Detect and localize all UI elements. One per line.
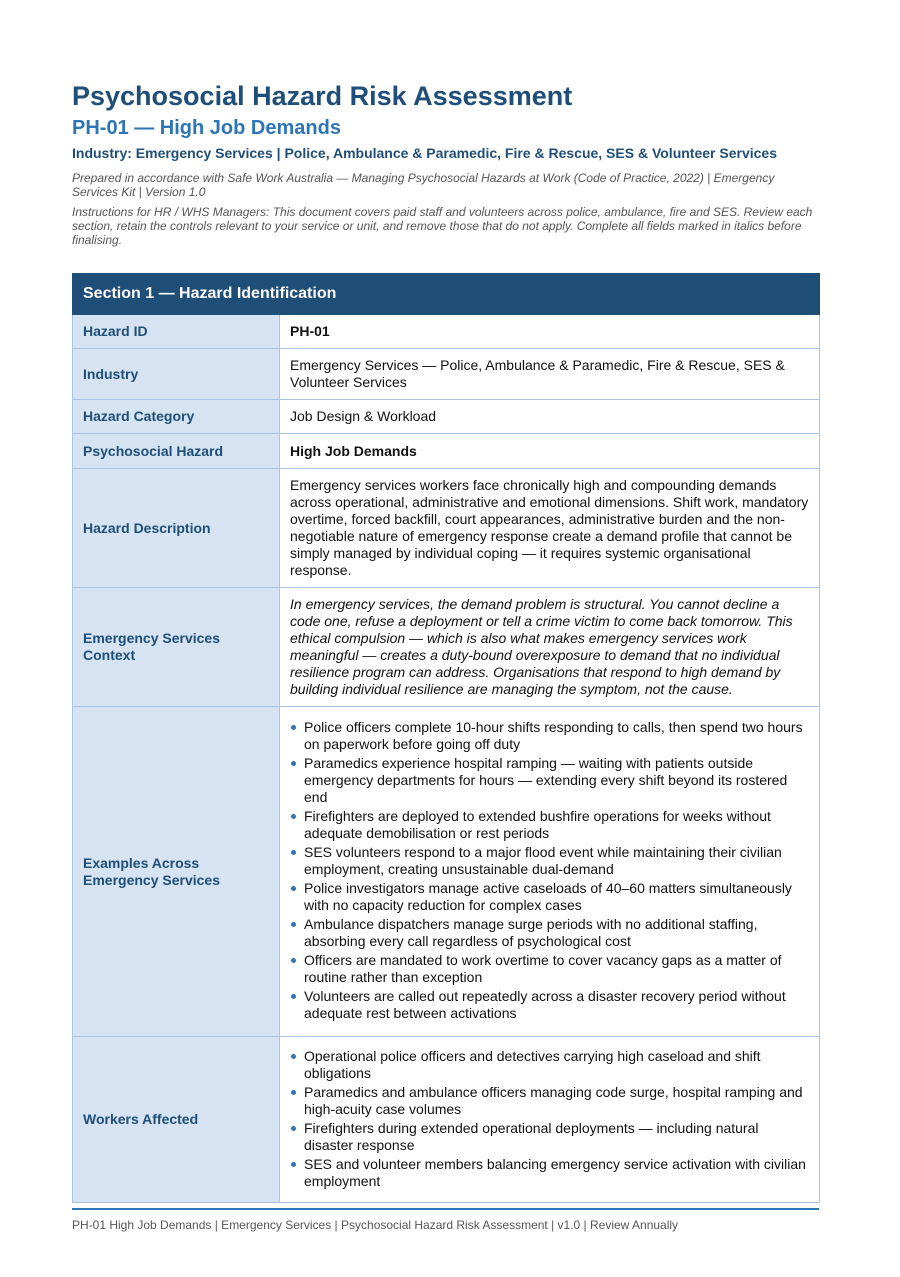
label-industry: Industry (73, 349, 280, 400)
hazard-subtitle: PH-01 — High Job Demands (72, 117, 341, 139)
value-psychosocial-hazard: High Job Demands (280, 434, 820, 469)
industry-line: Industry: Emergency Services | Police, Ambulance & Paramedic, Fire & Rescue, SES & Volunteer Services (72, 145, 777, 161)
workers-list (290, 1048, 809, 1190)
value-industry: Emergency Services — Police, Ambulance & Paramedic, Fire & Rescue, SES & Volunteer Services (280, 349, 820, 400)
document-title: Psychosocial Hazard Risk Assessment (72, 81, 573, 111)
value-hazard-category: Job Design & Workload (280, 400, 820, 434)
list-item: SES and volunteer members balancing emergency service activation with civilian employment (290, 1156, 809, 1190)
label-psychosocial-hazard: Psychosocial Hazard (73, 434, 280, 469)
label-hazard-id: Hazard ID (73, 315, 280, 349)
row-examples (73, 707, 820, 1037)
list-item: Officers are mandated to work overtime to cover vacancy gaps as a matter of routine rather than exception (290, 952, 809, 986)
value-examples (280, 707, 820, 1037)
label-hazard-description: Hazard Description (73, 469, 280, 588)
instructions-note: Instructions for HR / WHS Managers: This document covers paid staff and volunteers across police, ambulance, fire and SES. Review each section, retain the controls relevant to your service or unit, and remove those that do not apply. Complete all fields marked in italics before finalising. (72, 205, 813, 247)
label-workers-affected: Workers Affected (73, 1037, 280, 1203)
row-emergency-context (73, 588, 820, 707)
list-item: Paramedics and ambulance officers managing code surge, hospital ramping and high-acuity case volumes (290, 1084, 809, 1118)
list-item: Paramedics experience hospital ramping — waiting with patients outside emergency departments for hours — extending every shift beyond its rostered end (290, 755, 809, 806)
row-psychosocial-hazard (73, 434, 820, 469)
row-industry (73, 349, 820, 400)
row-workers-affected (73, 1037, 820, 1203)
section-title: Section 1 — Hazard Identification (73, 274, 820, 315)
label-examples: Examples Across Emergency Services (73, 707, 280, 1037)
list-item: Ambulance dispatchers manage surge periods with no additional staffing, absorbing every call regardless of psychological cost (290, 916, 809, 950)
value-hazard-description: Emergency services workers face chronically high and compounding demands across operational, administrative and emotional dimensions. Shift work, mandatory overtime, forced backfill, court appearances, administrative burden and the non-negotiable nature of emergency response create a demand profile that cannot be simply managed by individual coping — it requires systemic organisational response. (280, 469, 820, 588)
list-item: Firefighters during extended operational deployments — including natural disaster response (290, 1120, 809, 1154)
row-hazard-category (73, 400, 820, 434)
page-footer: PH-01 High Job Demands | Emergency Services | Psychosocial Hazard Risk Assessment | v1.0 | Review Annually (72, 1218, 679, 1232)
value-emergency-context: In emergency services, the demand problem is structural. You cannot decline a code one, refuse a deployment or tell a crime victim to come back tomorrow. This ethical compulsion — which is also what makes emergency services work meaningful — creates a duty-bound overexposure to demand that no individual resilience program can address. Organisations that respond to high demand by building individual resilience are managing the symptom, not the cause. (280, 588, 820, 707)
row-hazard-description (73, 469, 820, 588)
list-item: Operational police officers and detectives carrying high caseload and shift obligations (290, 1048, 809, 1082)
label-hazard-category: Hazard Category (73, 400, 280, 434)
value-hazard-id: PH-01 (280, 315, 820, 349)
value-workers-affected (280, 1037, 820, 1203)
footer-divider (72, 1208, 819, 1210)
label-emergency-context: Emergency Services Context (73, 588, 280, 707)
list-item: SES volunteers respond to a major flood event while maintaining their civilian employment, creating unsustainable dual-demand (290, 844, 809, 878)
list-item: Police officers complete 10-hour shifts responding to calls, then spend two hours on paperwork before going off duty (290, 719, 809, 753)
list-item: Firefighters are deployed to extended bushfire operations for weeks without adequate demobilisation or rest periods (290, 808, 809, 842)
prepared-note: Prepared in accordance with Safe Work Australia — Managing Psychosocial Hazards at Work (Code of Practice, 2022) | Emergency Services Kit | Version 1.0 (72, 171, 775, 199)
row-hazard-id (73, 315, 820, 349)
document-header (72, 78, 819, 247)
hazard-identification-table (72, 273, 820, 1203)
examples-list (290, 719, 809, 1022)
list-item: Police investigators manage active caseloads of 40–60 matters simultaneously with no capacity reduction for complex cases (290, 880, 809, 914)
list-item: Volunteers are called out repeatedly across a disaster recovery period without adequate rest between activations (290, 988, 809, 1022)
